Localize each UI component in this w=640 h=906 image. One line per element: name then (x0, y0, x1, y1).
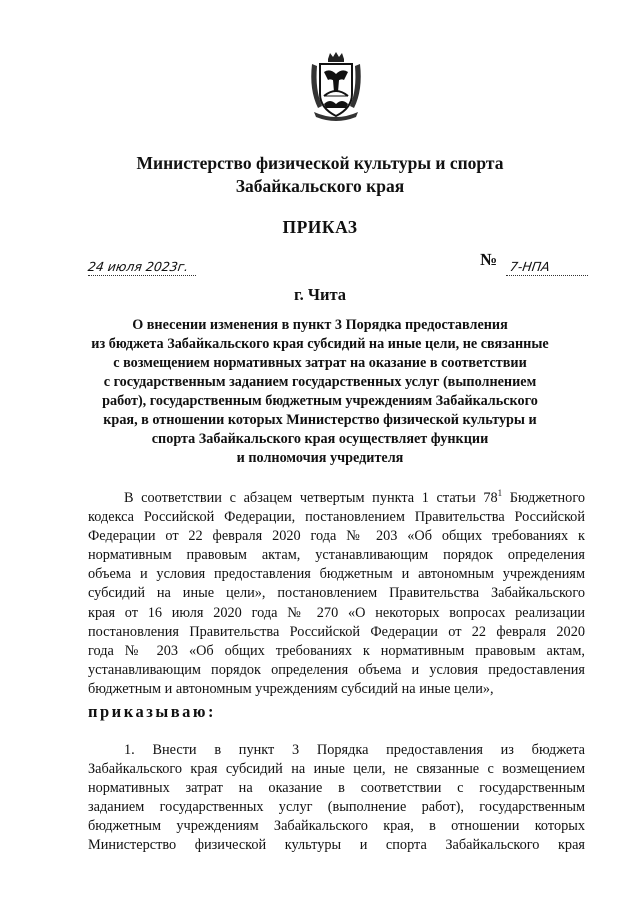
order-word: приказываю: (88, 702, 216, 721)
subject-line: края, в отношении которых Министерство физической культуры и (103, 412, 537, 428)
preamble-paragraph (88, 489, 585, 699)
subject-line: из бюджета Забайкальского края субсидий на иные цели, не связанные (91, 336, 549, 352)
point-line: Министерство физической культуры и спорта Забайкальского края (88, 837, 585, 854)
preamble-line: края от 16 июля 2020 года № 270 «О некоторых вопросах реализации (88, 604, 585, 621)
point-line: Забайкальского края субсидий на иные цели, не связанные с возмещением (88, 761, 585, 778)
point-line: нормативных затрат на оказание в соответствии с государственным (88, 780, 585, 797)
subject-line: с государственным заданием государственных услуг (выполнением (103, 374, 537, 390)
point-line: 1. Внести в пункт 3 Порядка предоставления из бюджета (124, 742, 585, 758)
ministry-name-line2: Забайкальского края (235, 176, 405, 196)
order-date: 24 июля 2023г. (86, 259, 190, 274)
preamble-line: нормативным правовым актам, устанавливающим порядок определения (88, 547, 585, 564)
subject-line: с возмещением нормативных затрат на оказание в соответствии (113, 355, 527, 371)
preamble-line: объема и условия предоставления бюджетным и автономным учреждениям (88, 566, 585, 583)
order-subject (70, 316, 570, 468)
preamble-line: субсидий на иные цели», постановлением Правительства Забайкальского (88, 585, 585, 602)
order-number-field (506, 255, 588, 276)
subject-line: работ), государственным бюджетным учреждениям Забайкальского (102, 393, 538, 409)
point-1-paragraph (88, 741, 585, 856)
subject-line: О внесении изменения в пункт 3 Порядка предоставления (132, 317, 508, 333)
point-line: заданием государственных услуг (выполнение работ), государственным (88, 799, 585, 816)
ministry-name-line1: Министерство физической культуры и спорта (136, 153, 504, 173)
point-line: бюджетным учреждениям Забайкальского края, в отношении которых (88, 818, 585, 835)
ministry-name (0, 152, 640, 198)
preamble-line: кодекса Российской Федерации, постановлением Правительства Российской (88, 509, 585, 526)
subject-line: спорта Забайкальского края осуществляет функции (151, 431, 489, 447)
preamble-line: постановления Правительства Российской Федерации от 22 февраля 2020 (88, 623, 585, 640)
city-label: г. Чита (293, 285, 347, 304)
subject-line: и полномочия учредителя (236, 450, 404, 466)
preamble-line: Федерации от 22 февраля 2020 года № 203 «Об общих требованиях к (88, 528, 585, 545)
document-type-title: ПРИКАЗ (282, 217, 358, 237)
preamble-line: В соответствии с абзацем четвертым пункта 1 статьи $78^1$ Бюджетного (124, 488, 585, 506)
order-number: 7-НПА (508, 259, 551, 274)
preamble-line: устанавливающим порядок определения объема и условия предоставления (88, 661, 585, 678)
superscript-index: 1 (497, 488, 503, 499)
zabaikalsky-krai-coat-of-arms-icon (306, 50, 366, 122)
order-date-field (88, 255, 196, 276)
preamble-line: года № 203 «Об общих требованиях к нормативным правовым актам, (88, 642, 585, 659)
number-sign: № (480, 250, 498, 269)
preamble-line: бюджетным и автономным учреждениям субсидий на иные цели», (88, 680, 494, 697)
